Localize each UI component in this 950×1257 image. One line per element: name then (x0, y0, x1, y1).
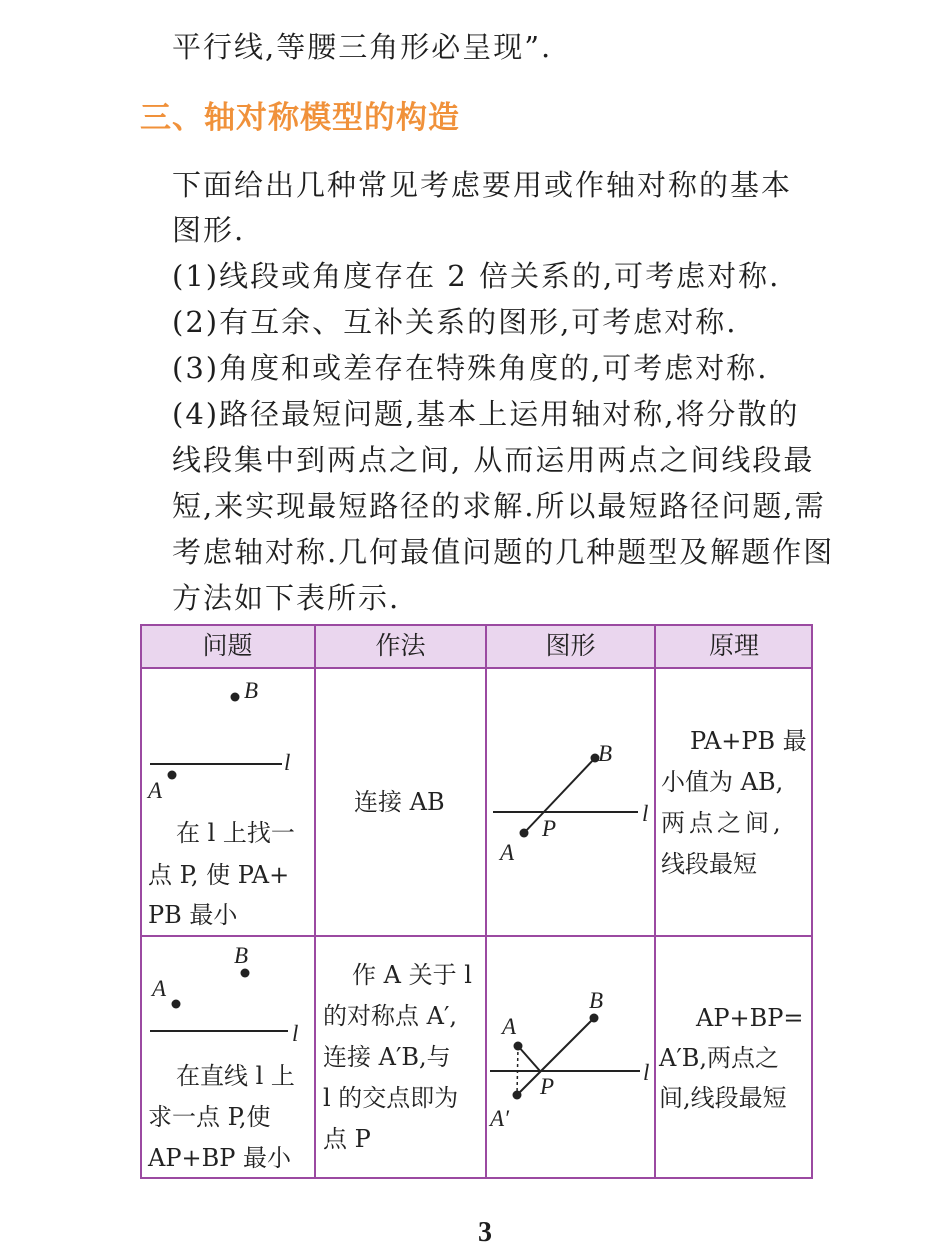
page-number: 3 (478, 1217, 492, 1248)
paragraph-line: (4)路径最短问题,基本上运用轴对称,将分散的 (172, 397, 800, 431)
row1-problem-figure (146, 678, 290, 803)
label-P: P (542, 816, 557, 841)
label-P: P (540, 1074, 555, 1099)
row1-method: 连接 AB (354, 788, 445, 816)
label-B: B (244, 678, 259, 703)
label-B: B (234, 943, 249, 968)
paragraph-line: (2)有互余、互补关系的图形,可考虑对称. (172, 305, 738, 339)
section-title: 三、轴对称模型的构造 (140, 100, 460, 136)
header-figure: 图形 (545, 631, 596, 660)
row2-principle-line: AP+BP= (696, 1004, 804, 1032)
row2-method-line: 连接 A′B,与 (323, 1043, 451, 1071)
label-A: A (152, 976, 167, 1001)
paragraph-line: 线段集中到两点之间, 从而运用两点之间线段最 (172, 443, 815, 477)
row2-diagram (488, 988, 649, 1131)
paragraph-line: 考虑轴对称.几何最值问题的几种题型及解题作图 (172, 535, 835, 569)
paragraph-line: 方法如下表所示. (172, 581, 401, 615)
label-l: l (292, 1021, 299, 1046)
label-l: l (643, 1060, 650, 1085)
row1-principle-line: 小值为 AB, (661, 768, 784, 796)
paragraph-line: 下面给出几种常见考虑要用或作轴对称的基本 (172, 168, 793, 202)
header-method: 作法 (375, 631, 426, 660)
paragraph-line: 图形. (172, 213, 246, 247)
paragraph-line: (3)角度和或差存在特殊角度的,可考虑对称. (172, 351, 769, 385)
row2-method-line: 作 A 关于 l (352, 961, 472, 989)
row2-problem-figure (150, 943, 298, 1046)
row2-method-line: 的对称点 A′, (323, 1002, 458, 1030)
row1-principle-line: 两点之间, (661, 809, 785, 837)
row1-principle-line: PA+PB 最 (690, 727, 807, 755)
label-l: l (284, 750, 291, 775)
label-B: B (598, 741, 613, 766)
row1-problem-line: PB 最小 (148, 901, 238, 929)
label-l: l (642, 801, 649, 826)
methods-table (140, 624, 813, 1179)
row2-problem-line: 在直线 l 上 (176, 1062, 295, 1090)
header-problem: 问题 (202, 631, 253, 660)
row2-principle-line: 间,线段最短 (659, 1084, 787, 1112)
row2-method-line: 点 P (323, 1125, 371, 1153)
label-A: A (500, 840, 515, 865)
label-A: A (148, 778, 163, 803)
intro-line: 平行线,等腰三角形必呈现”. (172, 30, 553, 64)
label-A: A (502, 1014, 517, 1039)
paragraph-line: (1)线段或角度存在 2 倍关系的,可考虑对称. (172, 259, 781, 293)
row1-diagram (493, 741, 648, 865)
row1-problem-line: 点 P, 使 PA+ (148, 861, 290, 889)
row1-principle-line: 线段最短 (661, 850, 757, 878)
row2-method-line: l 的交点即为 (323, 1084, 459, 1112)
row2-problem-line: AP+BP 最小 (148, 1144, 292, 1172)
label-B: B (589, 988, 604, 1013)
paragraph-line: 短,来实现最短路径的求解.所以最短路径问题,需 (172, 489, 826, 523)
row2-problem-line: 求一点 P,使 (148, 1103, 271, 1131)
row2-principle-line: A′B,两点之 (659, 1044, 780, 1072)
header-principle: 原理 (708, 631, 759, 660)
row1-problem-line: 在 l 上找一 (176, 819, 295, 847)
label-A-prime: A′ (490, 1106, 510, 1131)
